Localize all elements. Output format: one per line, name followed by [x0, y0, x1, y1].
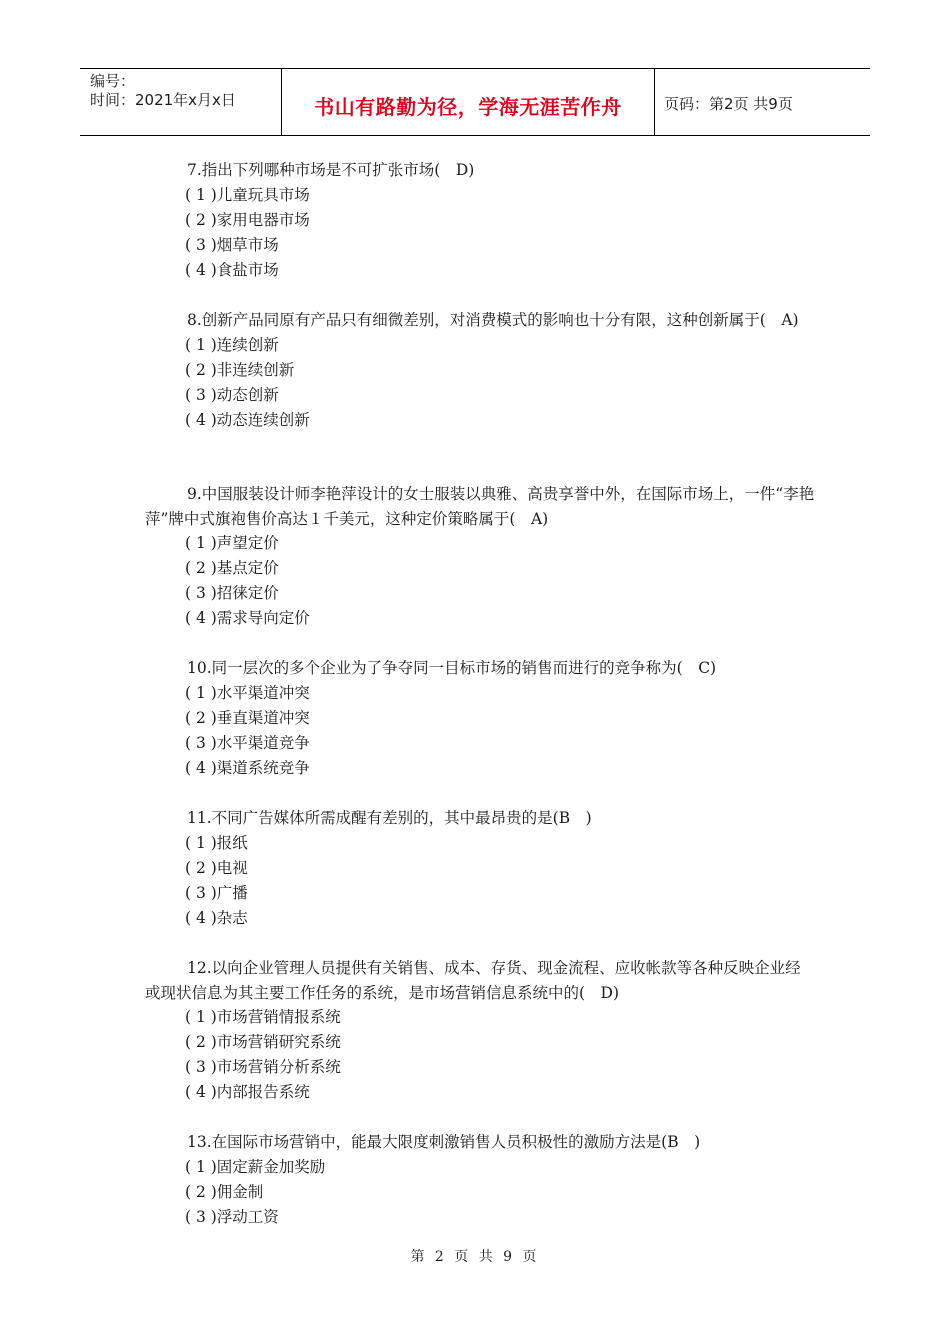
page-footer	[0, 1246, 950, 1266]
option-item: ( 2 )非连续创新	[185, 360, 295, 379]
question-stem: 8.创新产品同原有产品只有细微差别，对消费模式的影响也十分有限，这种创新属于( A)	[187, 311, 799, 329]
question-stem: 13.在国际市场营销中，能最大限度刺激销售人员积极性的激励方法是(B )	[187, 1133, 701, 1151]
option-item: ( 2 )佣金制	[185, 1182, 264, 1201]
option-item: ( 3 )广播	[185, 883, 248, 902]
header-page-cell	[655, 69, 870, 135]
option-item: ( 4 )需求导向定价	[185, 609, 310, 627]
footer-page-number: 第 2 页 共 9 页	[410, 1249, 540, 1265]
option-item: ( 4 )食盐市场	[185, 260, 279, 279]
option-item: ( 1 )水平渠道冲突	[185, 683, 310, 702]
option-item: ( 4 )渠道系统竞争	[185, 758, 310, 777]
question-9	[145, 482, 815, 631]
option-item: ( 1 )报纸	[185, 833, 248, 852]
option-item: ( 1 )声望定价	[185, 534, 279, 552]
option-item: ( 2 )垂直渠道冲突	[185, 708, 310, 727]
option-item: ( 1 )固定薪金加奖励	[185, 1157, 326, 1176]
option-item: ( 1 )市场营销情报系统	[185, 1008, 341, 1026]
document-header	[80, 68, 870, 136]
header-motto-cell	[282, 69, 655, 135]
option-item: ( 3 )市场营销分析系统	[185, 1058, 341, 1076]
option-item: ( 2 )电视	[185, 858, 248, 877]
motto-text: 书山有路勤为径，学海无涯苦作舟	[314, 94, 622, 119]
option-item: ( 3 )招徕定价	[185, 584, 279, 602]
option-item: ( 3 )烟草市场	[185, 235, 279, 254]
option-item: ( 2 )市场营销研究系统	[185, 1033, 341, 1051]
option-item: ( 2 )基点定价	[185, 559, 279, 577]
option-item: ( 3 )水平渠道竞争	[185, 733, 310, 752]
option-item: ( 1 )连续创新	[185, 335, 279, 354]
question-10	[145, 656, 815, 781]
question-12	[145, 956, 815, 1105]
question-stem: 12.以向企业管理人员提供有关销售、成本、存货、现金流程、应收帐款等各种反映企业经或现状信息为其主要工作任务的系统，是市场营销信息系统中的( D)	[145, 959, 801, 1002]
serial-number-label: 编号：	[90, 72, 136, 90]
question-8	[145, 308, 815, 433]
question-stem: 7.指出下列哪种市场是不可扩张市场( D)	[187, 161, 475, 179]
option-item: ( 2 )家用电器市场	[185, 210, 310, 229]
date-label: 时间：2021年x月x日	[90, 91, 236, 109]
option-item: ( 3 )浮动工资	[185, 1207, 279, 1226]
option-item: ( 4 )内部报告系统	[185, 1083, 310, 1101]
header-meta-cell	[80, 69, 282, 135]
question-11	[145, 806, 815, 931]
question-stem: 9.中国服装设计师李艳萍设计的女士服装以典雅、高贵享誉中外，在国际市场上，一件“李艳萍”牌中式旗袍售价高达１千美元，这种定价策略属于( A)	[145, 485, 815, 528]
question-13	[145, 1130, 815, 1230]
option-item: ( 1 )儿童玩具市场	[185, 185, 310, 204]
page-info: 页码：第2页 共9页	[664, 94, 793, 113]
option-item: ( 4 )动态连续创新	[185, 410, 310, 429]
option-item: ( 4 )杂志	[185, 908, 248, 927]
question-stem: 10.同一层次的多个企业为了争夺同一目标市场的销售而进行的竞争称为( C)	[187, 659, 717, 677]
question-7	[145, 158, 815, 283]
option-item: ( 3 )动态创新	[185, 385, 279, 404]
question-stem: 11.不同广告媒体所需成醒有差别的，其中最昂贵的是(B )	[187, 809, 592, 827]
